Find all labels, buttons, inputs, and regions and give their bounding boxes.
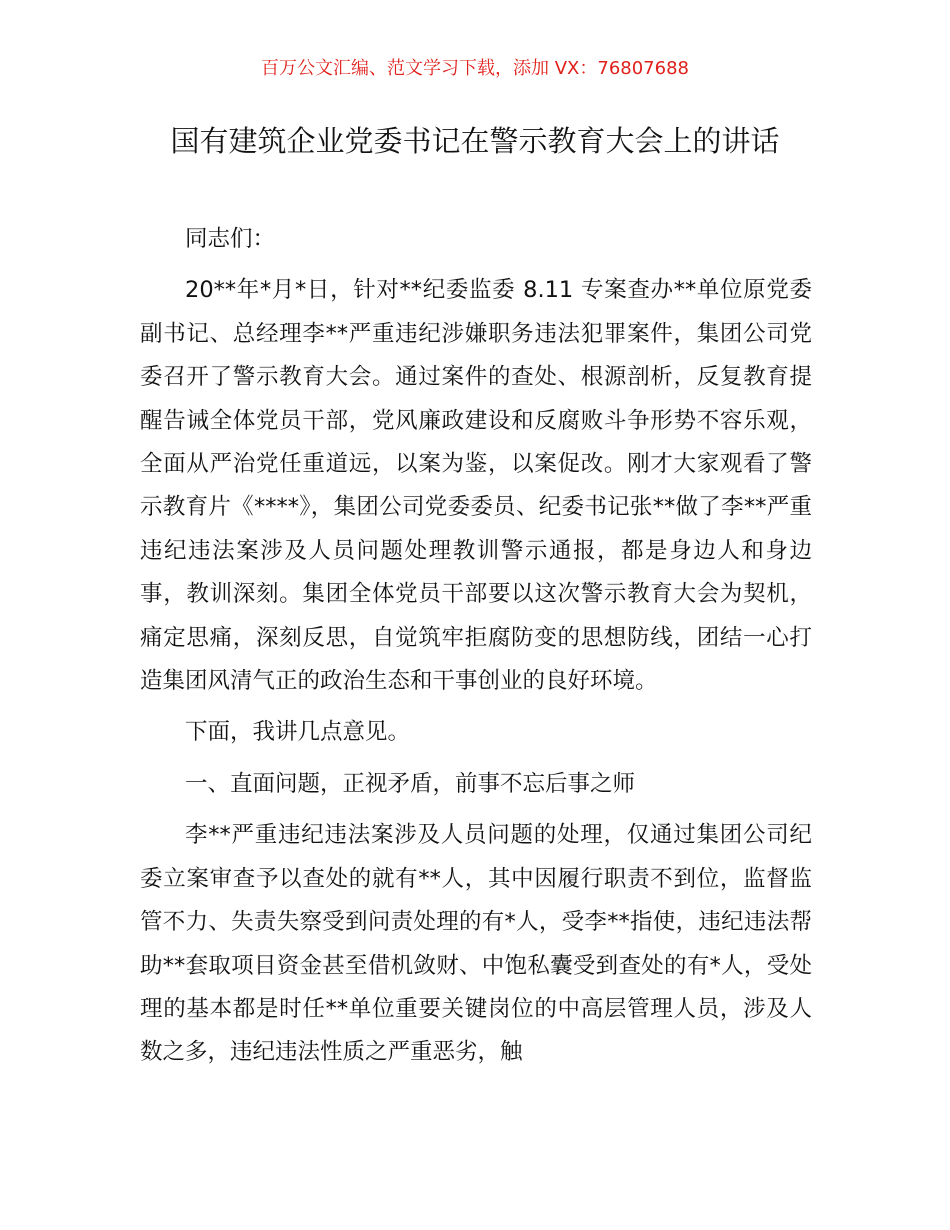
section-heading: 一、直面问题，正视矛盾，前事不忘后事之师 bbox=[185, 770, 636, 797]
paragraph-intro: 20**年*月*日，针对**纪委监委 8.11 专案查办**单位原党委副书记、总经理李**严重违纪涉嫌职务违法犯罪案件，集团公司党委召开了警示教育大会。通过案件的查处、根源剖析，反复教育提醒告诫全体党员干部，党风廉政建设和反腐败斗争形势不容乐观，全面从严治党任重道远，以案为鉴，以案促改。刚才大家观看了警示教育片《****》，集团公司党委委员、纪委书记张**做了李**严重违纪违法案涉及人员问题处理教训警示通报，都是身边人和身边事，教训深刻。集团全体党员干部要以这次警示教育大会为契机，痛定思痛，深刻反思，自觉筑牢拒腐防变的思想防线，团结一心打造集团风清气正的政治生态和干事创业的良好环境。 bbox=[140, 277, 812, 695]
section-paragraph: 李**严重违纪违法案涉及人员问题的处理，仅通过集团公司纪委立案审查予以查处的就有**人，其中因履行职责不到位，监督监管不力、失责失察受到问责处理的有*人，受李**指使，违纪违法帮助**套取项目资金甚至借机敛财、中饱私囊受到查处的有*人，受处理的基本都是时任**单位重要关键岗位的中高层管理人员，涉及人数之多，违纪违法性质之严重恶劣，触 bbox=[140, 822, 812, 1066]
document-body bbox=[140, 218, 812, 1083]
salutation: 同志们： bbox=[185, 226, 276, 252]
header-banner: 百万公文汇编、范文学习下载，添加 VX：76807688 bbox=[261, 58, 689, 79]
document-title: 国有建筑企业党委书记在警示教育大会上的讲话 bbox=[170, 124, 780, 158]
paragraph-transition: 下面，我讲几点意见。 bbox=[185, 719, 411, 746]
